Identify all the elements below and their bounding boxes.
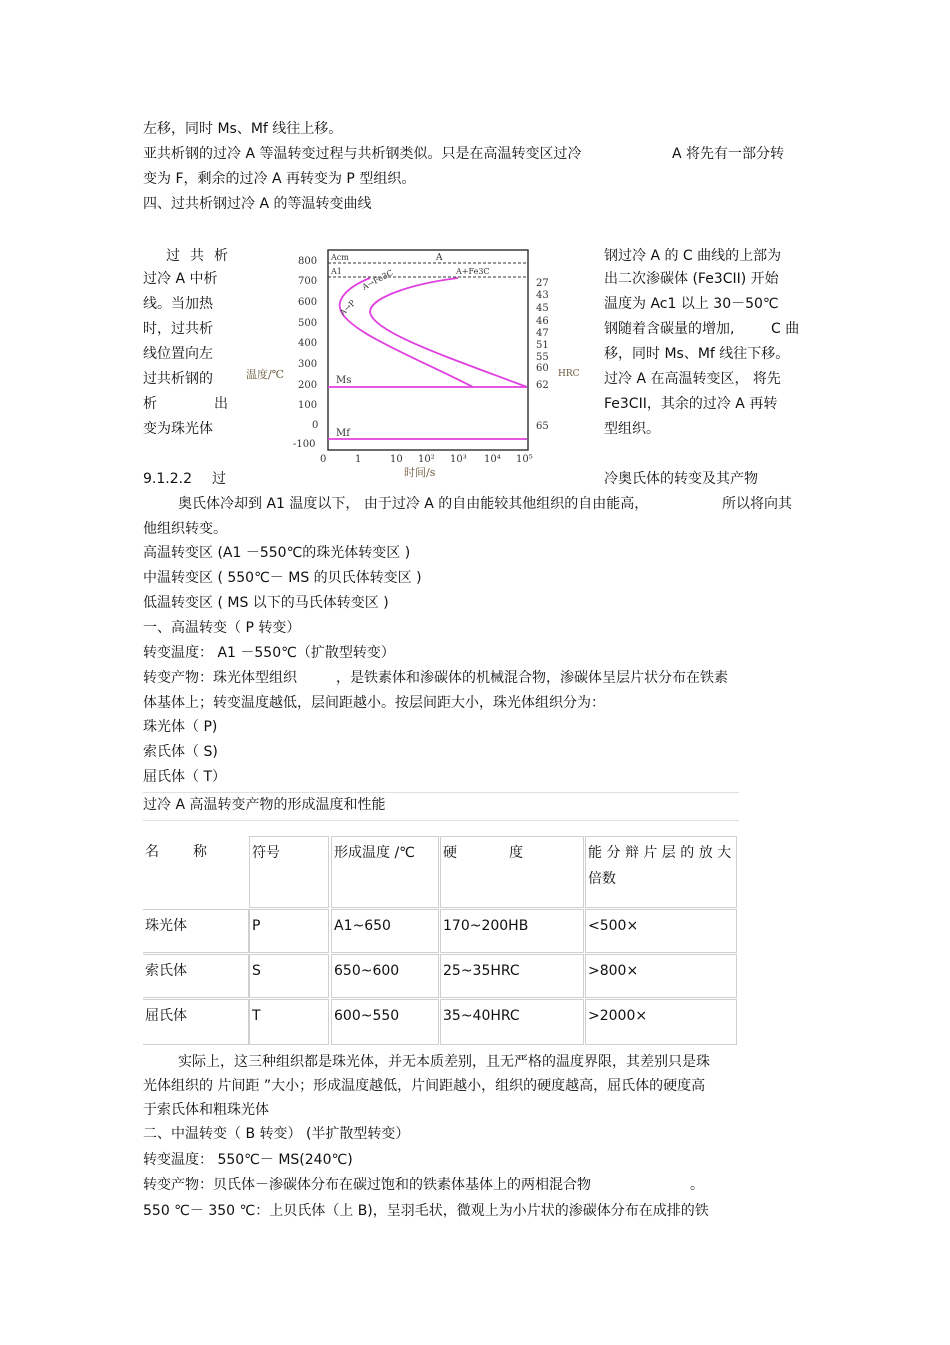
text-line: 亚共析钢的过冷 A 等温转变过程与共析钢类似。只是在高温转变区过冷 bbox=[143, 146, 582, 162]
hrc-tick: 46 bbox=[536, 316, 549, 327]
x-axis-label: 时间/s bbox=[404, 466, 436, 479]
properties-table bbox=[143, 792, 739, 1046]
cell-symbol: S bbox=[249, 954, 329, 998]
table-caption-rule bbox=[143, 820, 739, 821]
text-line: 转变温度： A1 －550℃（扩散型转变） bbox=[143, 645, 395, 661]
text-line: 体基体上；转变温度越低，层间距越小。按层间距大小，珠光体组织分为： bbox=[143, 695, 605, 711]
header-symbol: 符号 bbox=[249, 836, 329, 908]
x-tick: 0 bbox=[320, 454, 327, 465]
left-column-line bbox=[143, 394, 228, 414]
section-heading: 四、过共析钢过冷 A 的等温转变曲线 bbox=[143, 196, 372, 212]
section-heading: 一、高温转变（ P 转变） bbox=[143, 620, 301, 636]
x-tick: 10³ bbox=[450, 454, 467, 465]
y-tick: 500 bbox=[298, 318, 318, 329]
left-column-line: 时，过共析 bbox=[143, 321, 213, 337]
y-tick: 700 bbox=[298, 276, 318, 287]
cell-temp: 600~550 bbox=[331, 999, 439, 1045]
start-curve bbox=[340, 278, 473, 387]
cell-name: 珠光体 bbox=[143, 909, 249, 953]
text-line: 550 ℃－ 350 ℃：上贝氏体（上 B)，呈羽毛状，微观上为小片状的渗碳体分布在成排的铁 bbox=[143, 1203, 709, 1219]
cell-hardness: 35~40HRC bbox=[440, 999, 584, 1045]
text-line: 变为 F，剩余的过冷 A 再转变为 P 型组织。 bbox=[143, 171, 416, 187]
cell-symbol: T bbox=[249, 999, 329, 1045]
cell-hardness: 25~35HRC bbox=[440, 954, 584, 998]
ttt-diagram bbox=[240, 240, 580, 482]
y-tick: 100 bbox=[298, 400, 318, 411]
left-column-line: 过共析钢的 bbox=[143, 371, 213, 387]
text-line: A 将先有一部分转 bbox=[672, 146, 785, 162]
a-region-label: A bbox=[436, 253, 443, 263]
x-tick: 1 bbox=[355, 454, 362, 465]
x-tick: 10⁴ bbox=[484, 454, 501, 465]
right-column-line: 钢过冷 A 的 C 曲线的上部为 bbox=[604, 248, 782, 264]
text-line: 珠光体（ P) bbox=[143, 719, 218, 735]
hrc-tick: 55 bbox=[536, 352, 549, 363]
left-column-line: 线位置向左 bbox=[143, 346, 213, 362]
header-name-char: 名 bbox=[145, 844, 159, 860]
cell-magnification: >800× bbox=[585, 954, 737, 998]
left-column-line: 线。当加热 bbox=[143, 296, 213, 312]
hrc-tick: 43 bbox=[536, 290, 549, 301]
text-line: 实际上，这三种组织都是珠光体，并无本质差别，且无严格的温度界限，其差别只是珠 bbox=[178, 1054, 710, 1070]
text-line: 低温转变区 ( MS 以下的马氏体转变区 ) bbox=[143, 595, 389, 611]
section-title-start: 过 bbox=[212, 471, 226, 487]
header-name bbox=[143, 836, 249, 908]
right-column-line: 型组织。 bbox=[604, 421, 660, 437]
left-column-line bbox=[166, 246, 228, 266]
right-column-line: 出二次渗碳体 (Fe3CII) 开始 bbox=[604, 271, 779, 287]
right-column-line: 移，同时 Ms、Mf 线往下移。 bbox=[604, 346, 790, 362]
acm-label: Acm bbox=[331, 253, 349, 262]
right-column-line: 温度为 Ac1 以上 30－50℃ bbox=[604, 296, 779, 312]
cell-symbol: P bbox=[249, 909, 329, 953]
cell-name: 屈氏体 bbox=[143, 999, 249, 1045]
char: 出 bbox=[214, 396, 228, 412]
cell-name: 索氏体 bbox=[143, 954, 249, 998]
section-heading: 二、中温转变（ B 转变） (半扩散型转变） bbox=[143, 1126, 410, 1142]
cell-magnification: <500× bbox=[585, 909, 737, 953]
y-tick: 0 bbox=[312, 420, 319, 431]
hrc-tick: 60 bbox=[536, 363, 549, 374]
x-tick: 10⁵ bbox=[516, 454, 533, 465]
hrc-tick: 65 bbox=[536, 421, 549, 432]
char: 析 bbox=[214, 248, 228, 264]
text-line: 所以将向其 bbox=[722, 496, 792, 512]
right-column-line: 钢随着含碳量的增加, bbox=[604, 321, 735, 337]
text-line: 他组织转变。 bbox=[143, 521, 227, 537]
cell-temp: 650~600 bbox=[331, 954, 439, 998]
hrc-tick: 62 bbox=[536, 380, 549, 391]
y-tick: 400 bbox=[298, 338, 318, 349]
char: 析 bbox=[143, 396, 157, 412]
a-to-p-label: A→P bbox=[338, 298, 358, 318]
hrc-tick: 47 bbox=[536, 328, 549, 339]
mf-label: Mf bbox=[336, 428, 350, 439]
header-hardness-char: 硬 bbox=[443, 845, 457, 861]
text-line: 索氏体（ S) bbox=[143, 744, 218, 760]
text-line: 屈氏体（ T） bbox=[143, 769, 227, 785]
finish-curve bbox=[370, 278, 527, 387]
char: 过 bbox=[166, 248, 180, 264]
hrc-label: HRC bbox=[558, 369, 580, 379]
a1-label: A1 bbox=[331, 267, 342, 276]
right-column-line: 过冷 A 在高温转变区， 将先 bbox=[604, 371, 781, 387]
cell-temp: A1~650 bbox=[331, 909, 439, 953]
cell-hardness: 170~200HB bbox=[440, 909, 584, 953]
text-line: 高温转变区 (A1 －550℃的珠光体转变区 ) bbox=[143, 545, 411, 561]
y-tick: -100 bbox=[293, 439, 316, 450]
right-column-line: Fe3CII，其余的过冷 A 再转 bbox=[604, 396, 778, 412]
text-line: 于索氏体和粗珠光体 bbox=[143, 1102, 269, 1118]
y-tick: 800 bbox=[298, 256, 318, 267]
cell-magnification: >2000× bbox=[585, 999, 737, 1045]
right-column-line: C 曲 bbox=[771, 321, 800, 337]
a-to-fe3c-label: A→Fe3C bbox=[360, 268, 395, 292]
left-column-line: 过冷 A 中析 bbox=[143, 271, 218, 287]
header-magnification: 能 分 辩 片 层 的 放 大 倍数 bbox=[585, 836, 737, 908]
y-tick: 200 bbox=[298, 380, 318, 391]
hrc-tick: 51 bbox=[536, 340, 549, 351]
text-line: 转变产物：珠光体型组织 bbox=[143, 670, 297, 686]
left-column-line: 变为珠光体 bbox=[143, 421, 213, 437]
hrc-tick: 27 bbox=[536, 278, 549, 289]
text-line: 转变温度： 550℃－ MS(240℃) bbox=[143, 1152, 353, 1168]
text-line: 转变产物：贝氏体－渗碳体分布在碳过饱和的铁素体基体上的两相混合物 bbox=[143, 1177, 591, 1193]
a-fe3c-label: A+Fe3C bbox=[456, 267, 490, 276]
table-caption: 过冷 A 高温转变产物的形成温度和性能 bbox=[143, 797, 386, 813]
y-axis-label: 温度/℃ bbox=[246, 368, 285, 381]
text-line: 左移，同时 Ms、Mf 线往上移。 bbox=[143, 121, 343, 137]
y-tick: 600 bbox=[298, 297, 318, 308]
text-line: 。 bbox=[690, 1177, 704, 1193]
header-name-char: 称 bbox=[193, 844, 207, 860]
char: 共 bbox=[190, 248, 204, 264]
header-temp: 形成温度 /℃ bbox=[331, 836, 439, 908]
text-line: 中温转变区 ( 550℃－ MS 的贝氏体转变区 ) bbox=[143, 570, 422, 586]
section-title-end: 冷奥氏体的转变及其产物 bbox=[604, 471, 758, 487]
ms-label: Ms bbox=[336, 375, 352, 386]
hrc-tick: 45 bbox=[536, 303, 549, 314]
text-line: ，是铁素体和渗碳体的机械混合物，渗碳体呈层片状分布在铁素 bbox=[336, 670, 728, 686]
section-number: 9.1.2.2 bbox=[143, 471, 192, 487]
x-tick: 10 bbox=[390, 454, 403, 465]
text-line: 奥氏体冷却到 A1 温度以下， 由于过冷 A 的自由能较其他组织的自由能高， bbox=[178, 496, 649, 512]
y-tick: 300 bbox=[298, 359, 318, 370]
header-hardness-char: 度 bbox=[509, 845, 523, 861]
header-hardness bbox=[440, 836, 584, 908]
text-line: 光体组织的 片间距 ”大小；形成温度越低，片间距越小，组织的硬度越高，屈氏体的硬度高 bbox=[143, 1078, 706, 1094]
x-tick: 10² bbox=[418, 454, 435, 465]
table-top-rule bbox=[143, 792, 739, 793]
